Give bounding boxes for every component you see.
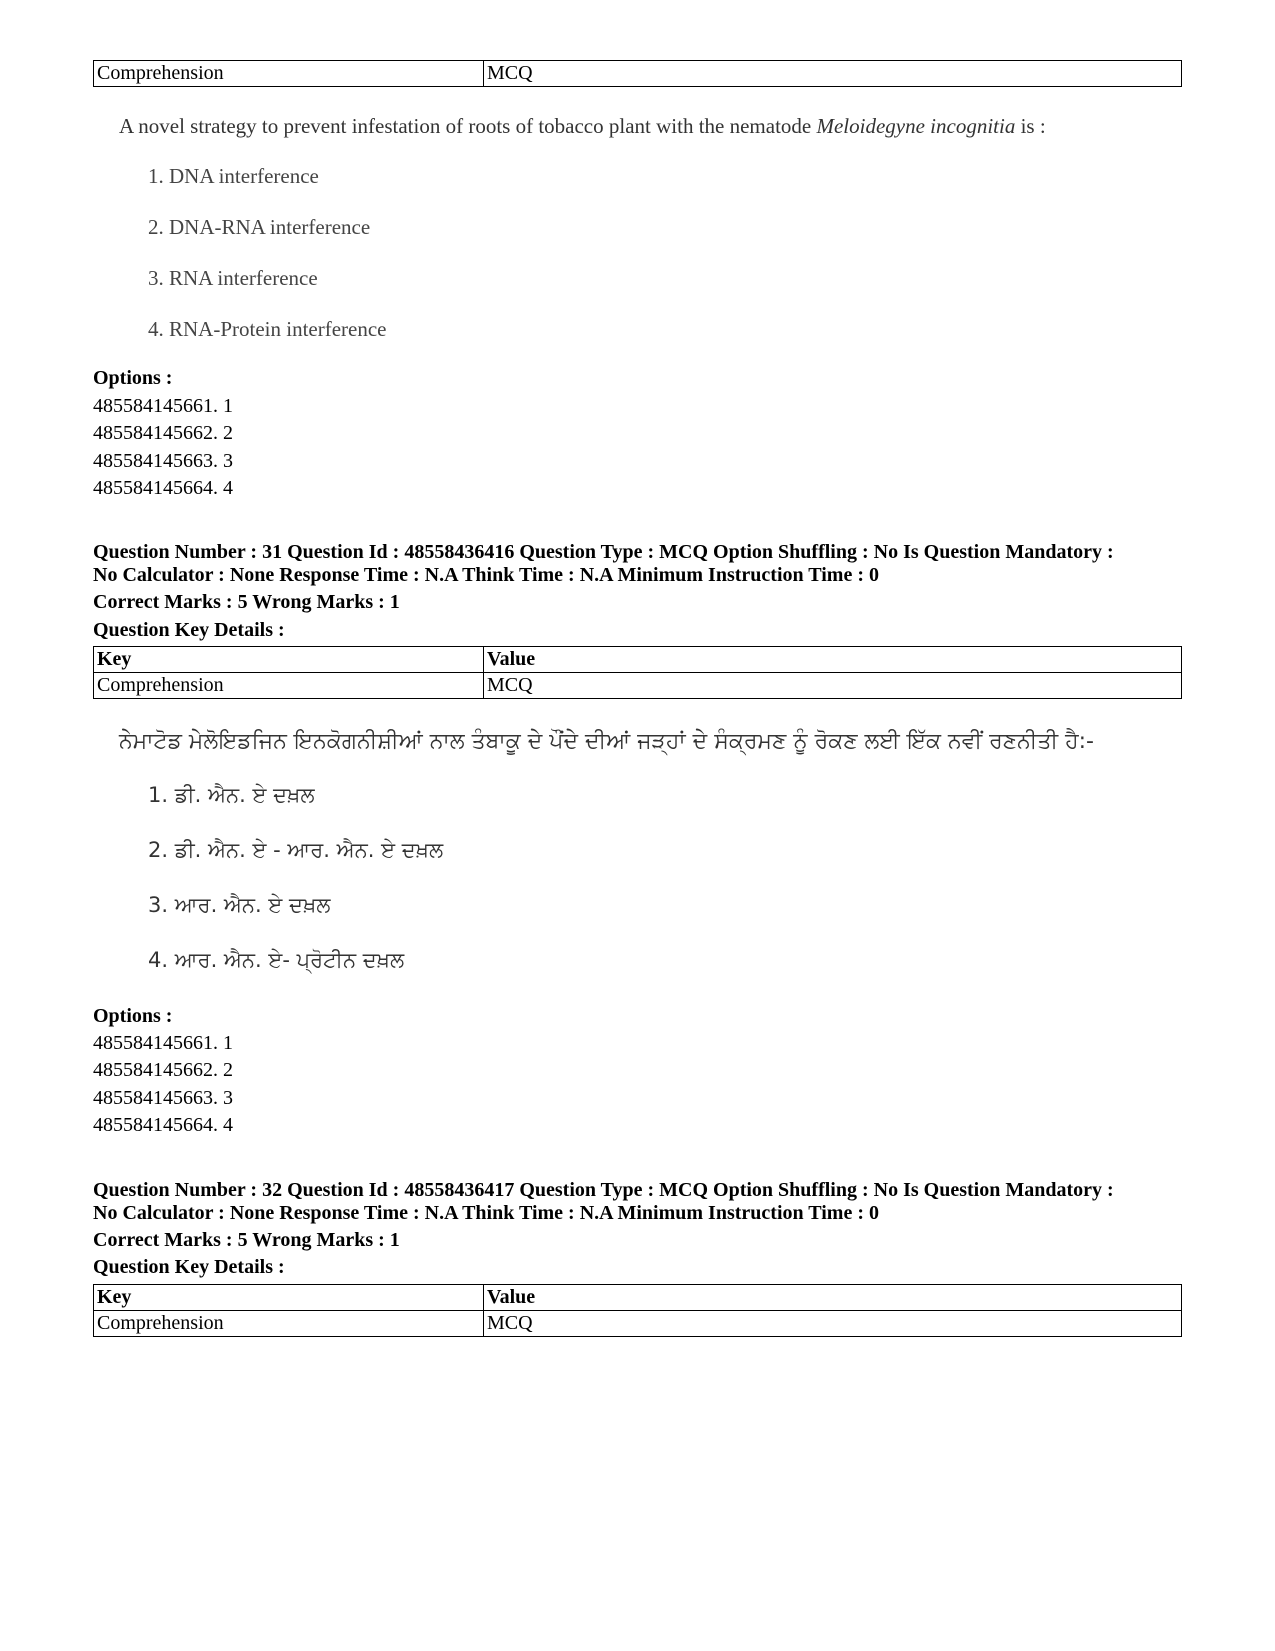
option-line: 485584145663. 3 xyxy=(93,450,233,472)
question-30-image xyxy=(93,114,1193,354)
question-31-marks: Correct Marks : 5 Wrong Marks : 1 xyxy=(93,591,400,613)
question-32-marks: Correct Marks : 5 Wrong Marks : 1 xyxy=(93,1229,400,1251)
table-row xyxy=(94,61,1182,87)
table-row xyxy=(94,1311,1182,1337)
question-31-header-line2: No Calculator : None Response Time : N.A Think Time : N.A Minimum Instruction Time : 0 xyxy=(93,564,879,586)
question-31-key-details-label: Question Key Details : xyxy=(93,619,285,641)
table-cell-value: MCQ xyxy=(484,673,1182,699)
option-line: 485584145662. 2 xyxy=(93,422,233,444)
question-stem xyxy=(119,114,1046,139)
choice-1: 1. ਡੀ. ਐਨ. ਏ ਦਖ਼ਲ xyxy=(148,783,315,807)
table-cell-key: Comprehension xyxy=(94,1311,484,1337)
table-header-row xyxy=(94,647,1182,673)
key-value-table-q31 xyxy=(93,646,1182,699)
question-31-image xyxy=(93,729,1193,989)
table-row xyxy=(94,673,1182,699)
choice-1: 1. DNA interference xyxy=(148,164,319,188)
key-value-table-q32 xyxy=(93,1284,1182,1337)
question-stem: ਨੇਮਾਟੋਡ ਮੇਲੋਇਡਜਿਨ ਇਨਕੋਗਨੀਸ਼ੀਆਂ ਨਾਲ ਤੰਬਾਕੂ ਦੇ ਪੌਂਦੇ ਦੀਆਂ ਜੜ੍ਹਾਂ ਦੇ ਸੰਕ੍ਰਮਣ ਨੂੰ ਰੋਕਣ ਲਈ ਇੱਕ ਨਵੀਂ ਰਣਨੀਤੀ ਹੈ:- xyxy=(119,729,1094,754)
options-label: Options : xyxy=(93,367,173,389)
table-header-row xyxy=(94,1285,1182,1311)
choice-2: 2. ਡੀ. ਐਨ. ਏ - ਆਰ. ਐਨ. ਏ ਦਖ਼ਲ xyxy=(148,838,444,862)
stem-italic-term: Meloidegyne incognitia xyxy=(816,114,1016,138)
column-header-value: Value xyxy=(484,1285,1182,1311)
question-32-key-details-label: Question Key Details : xyxy=(93,1256,285,1278)
column-header-key: Key xyxy=(94,647,484,673)
option-line: 485584145664. 4 xyxy=(93,1114,233,1136)
choice-3: 3. RNA interference xyxy=(148,266,318,290)
choice-3: 3. ਆਰ. ਐਨ. ਏ ਦਖ਼ਲ xyxy=(148,893,331,917)
stem-suffix: is : xyxy=(1015,114,1046,138)
table-cell-value: MCQ xyxy=(484,61,1182,87)
stem-text: A novel strategy to prevent infestation of roots of tobacco plant with the nematode xyxy=(119,114,817,138)
column-header-value: Value xyxy=(484,647,1182,673)
option-line: 485584145662. 2 xyxy=(93,1059,233,1081)
table-cell-value: MCQ xyxy=(484,1311,1182,1337)
choice-4: 4. ਆਰ. ਐਨ. ਏ- ਪ੍ਰੋਟੀਨ ਦਖ਼ਲ xyxy=(148,948,405,972)
choice-2: 2. DNA-RNA interference xyxy=(148,215,371,239)
options-label: Options : xyxy=(93,1005,173,1027)
option-line: 485584145663. 3 xyxy=(93,1087,233,1109)
key-value-table-top xyxy=(93,60,1182,87)
column-header-key: Key xyxy=(94,1285,484,1311)
option-line: 485584145664. 4 xyxy=(93,477,233,499)
table-cell-key: Comprehension xyxy=(94,61,484,87)
option-line: 485584145661. 1 xyxy=(93,395,233,417)
option-line: 485584145661. 1 xyxy=(93,1032,233,1054)
question-32-header-line1: Question Number : 32 Question Id : 48558436417 Question Type : MCQ Option Shuffling : No Is Question Mandatory : xyxy=(93,1179,1114,1201)
table-cell-key: Comprehension xyxy=(94,673,484,699)
choice-4: 4. RNA-Protein interference xyxy=(148,317,387,341)
question-31-header-line1: Question Number : 31 Question Id : 48558436416 Question Type : MCQ Option Shuffling : No Is Question Mandatory : xyxy=(93,541,1114,563)
question-32-header-line2: No Calculator : None Response Time : N.A Think Time : N.A Minimum Instruction Time : 0 xyxy=(93,1202,879,1224)
